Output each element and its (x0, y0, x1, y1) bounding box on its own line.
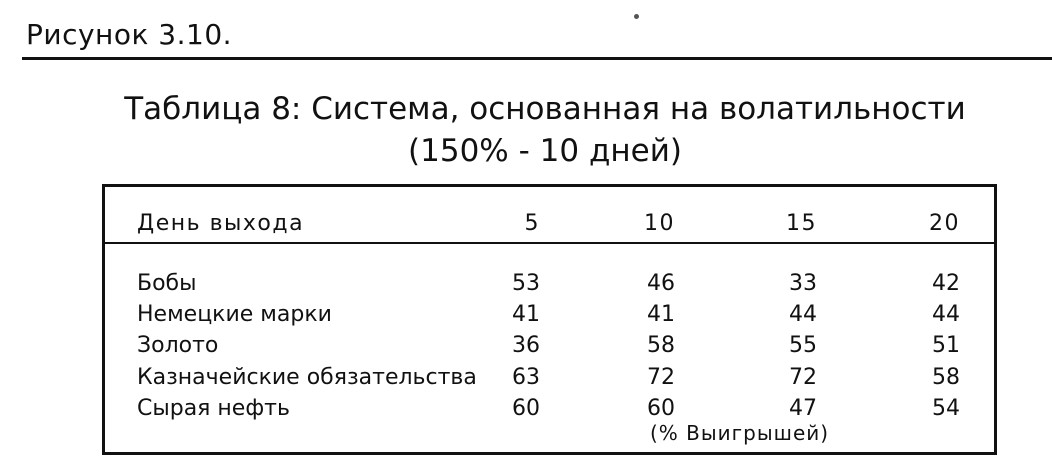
header-rule (22, 57, 1052, 60)
table-cell: 33 (789, 271, 817, 296)
table-title-line-2: (150% - 10 дней) (408, 133, 682, 169)
table-cell: 44 (932, 302, 960, 327)
header-label: День выхода (137, 211, 305, 236)
table-cell: 63 (512, 365, 540, 390)
table-cell: 41 (512, 302, 540, 327)
scan-speck (634, 14, 639, 19)
header-separator (105, 242, 994, 244)
table-cell: 51 (932, 333, 960, 358)
column-header-15: 15 (786, 211, 817, 236)
table-cell: 54 (932, 396, 960, 421)
table-cell: 47 (789, 396, 817, 421)
column-header-10: 10 (644, 211, 675, 236)
table-cell: 72 (789, 365, 817, 390)
data-table (102, 184, 997, 455)
table-cell: 60 (647, 396, 675, 421)
table-cell: 44 (789, 302, 817, 327)
table-title-line-1: Таблица 8: Система, основанная на волатильности (124, 91, 966, 127)
table-cell: 55 (789, 333, 817, 358)
table-cell: 53 (512, 271, 540, 296)
row-label: Сырая нефть (137, 396, 290, 421)
column-header-5: 5 (524, 211, 540, 236)
table-cell: 60 (512, 396, 540, 421)
row-label: Золото (137, 333, 219, 358)
column-header-20: 20 (929, 211, 960, 236)
table-cell: 36 (512, 333, 540, 358)
row-label: Бобы (137, 271, 197, 296)
row-label: Казначейские обязательства (137, 365, 477, 390)
figure-label: Рисунок 3.10. (26, 18, 233, 51)
table-cell: 42 (932, 271, 960, 296)
row-label: Немецкие марки (137, 302, 332, 327)
table-cell: 58 (647, 333, 675, 358)
table-cell: 58 (932, 365, 960, 390)
footnote: (% Выигрышей) (650, 421, 830, 445)
table-cell: 46 (647, 271, 675, 296)
table-cell: 41 (647, 302, 675, 327)
table-cell: 72 (647, 365, 675, 390)
table-title (0, 88, 1052, 172)
